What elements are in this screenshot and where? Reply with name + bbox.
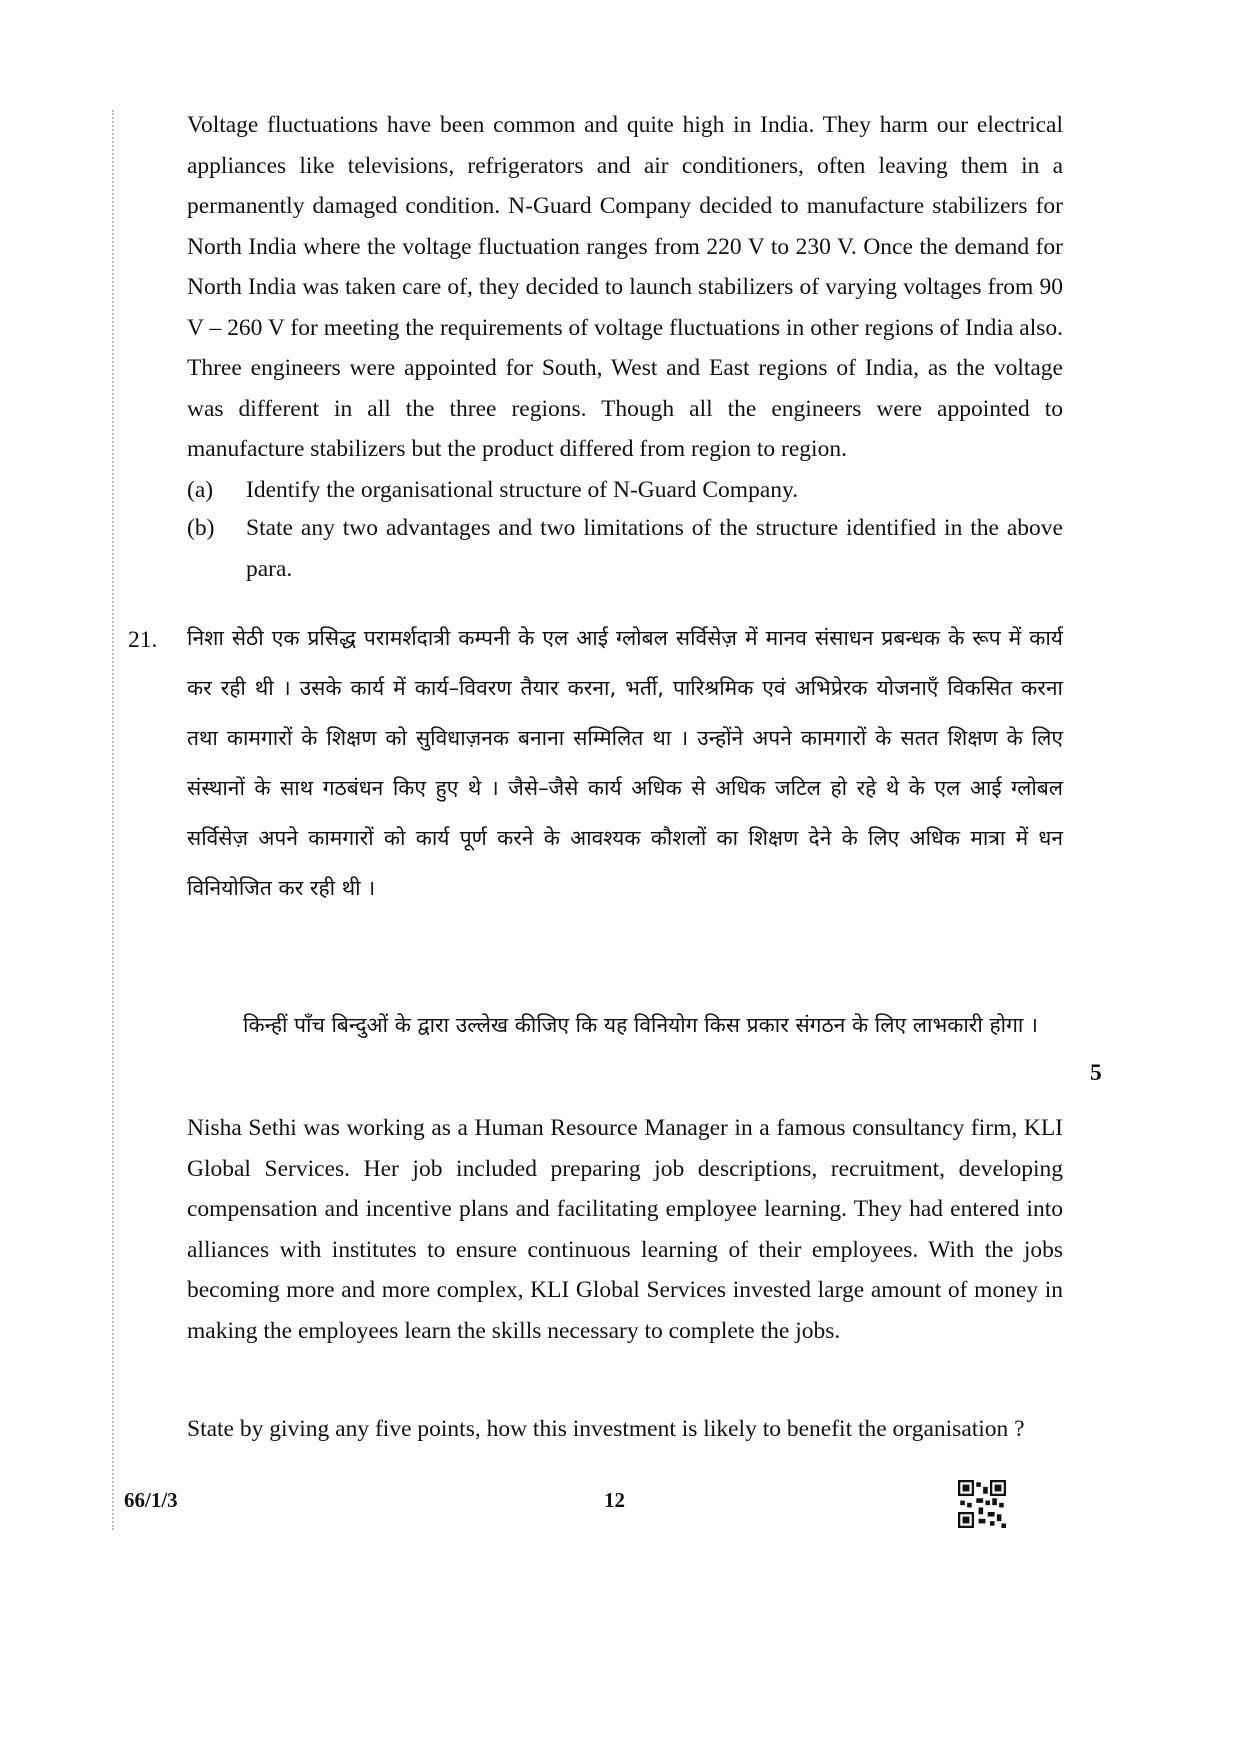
question-21-hindi-question: किन्हीं पाँच बिन्दुओं के द्वारा उल्लेख कीजिए कि यह विनियोग किस प्रकार संगठन के लिए लाभकारी होगा । [243, 1013, 1038, 1037]
sub-question-label: (a) [187, 477, 214, 503]
sub-question-b [187, 508, 1063, 589]
page-number: 12 [604, 1488, 625, 1512]
marks-label: 5 [1090, 1060, 1102, 1086]
sub-question-label: (b) [187, 515, 215, 541]
passage-20-english: Voltage fluctuations have been common and quite high in India. They harm our electrical appliances like televisions, refrigerators and air conditioners, often leaving them in a permanently damaged condition. N-Guard Company decided to manufacture stabilizers for North India where the voltage fluctuation ranges from 220 V to 230 V. Once the demand for North India was taken care of, they decided to launch stabilizers of varying voltages from 90 V – 260 V for meeting the requirements of voltage fluctuations in other regions of India also. Three engineers were appointed for South, West and East regions of India, as the voltage was different in all the three regions. Though all the engineers were appointed to manufacture stabilizers but the product differed from region to region. [187, 112, 1063, 462]
question-21-english-question: State by giving any five points, how this investment is likely to benefit the organisation ? [187, 1416, 1025, 1442]
paper-code: 66/1/3 [124, 1488, 178, 1512]
sub-question-a [187, 470, 1063, 511]
qr-code-icon [958, 1480, 1006, 1528]
question-21-hindi-passage: निशा सेठी एक प्रसिद्ध परामर्शदात्री कम्पनी के एल आई ग्लोबल सर्विसेज़ में मानव संसाधन प्रबन्धक के रूप में कार्य कर रही थी । उसके कार्य में कार्य–विवरण तैयार करना, भर्ती, पारिश्रमिक एवं अभिप्रेरक योजनाएँ विकसित करना तथा कामगारों के शिक्षण को सुविधाज़नक बनाना सम्मिलित था । उन्होंने अपने कामगारों के सतत शिक्षण के लिए संस्थानों के साथ गठबंधन किए हुए थे । जैसे–जैसे कार्य अधिक से अधिक जटिल हो रहे थे के एल आई ग्लोबल सर्विसेज़ अपने कामगारों को कार्य पूर्ण करने के आवश्यक कौशलों का शिक्षण देने के लिए अधिक मात्रा में धन विनियोजित कर रही थी । [187, 626, 1063, 900]
sub-question-text: Identify the organisational structure of N-Guard Company. [246, 477, 799, 503]
question-number: 21. [128, 627, 158, 653]
margin-dotted-line [112, 110, 115, 1530]
sub-question-text: State any two advantages and two limitations of the structure identified in the above para. [246, 515, 1063, 582]
question-21-english-passage: Nisha Sethi was working as a Human Resource Manager in a famous consultancy firm, KLI Global Services. Her job included preparing job descriptions, recruitment, developing compensation and incentive plans and facilitating employee learning. They had entered into alliances with institutes to ensure continuous learning of their employees. With the jobs becoming more and more complex, KLI Global Services invested large amount of money in making the employees learn the skills necessary to complete the jobs. [187, 1115, 1063, 1344]
